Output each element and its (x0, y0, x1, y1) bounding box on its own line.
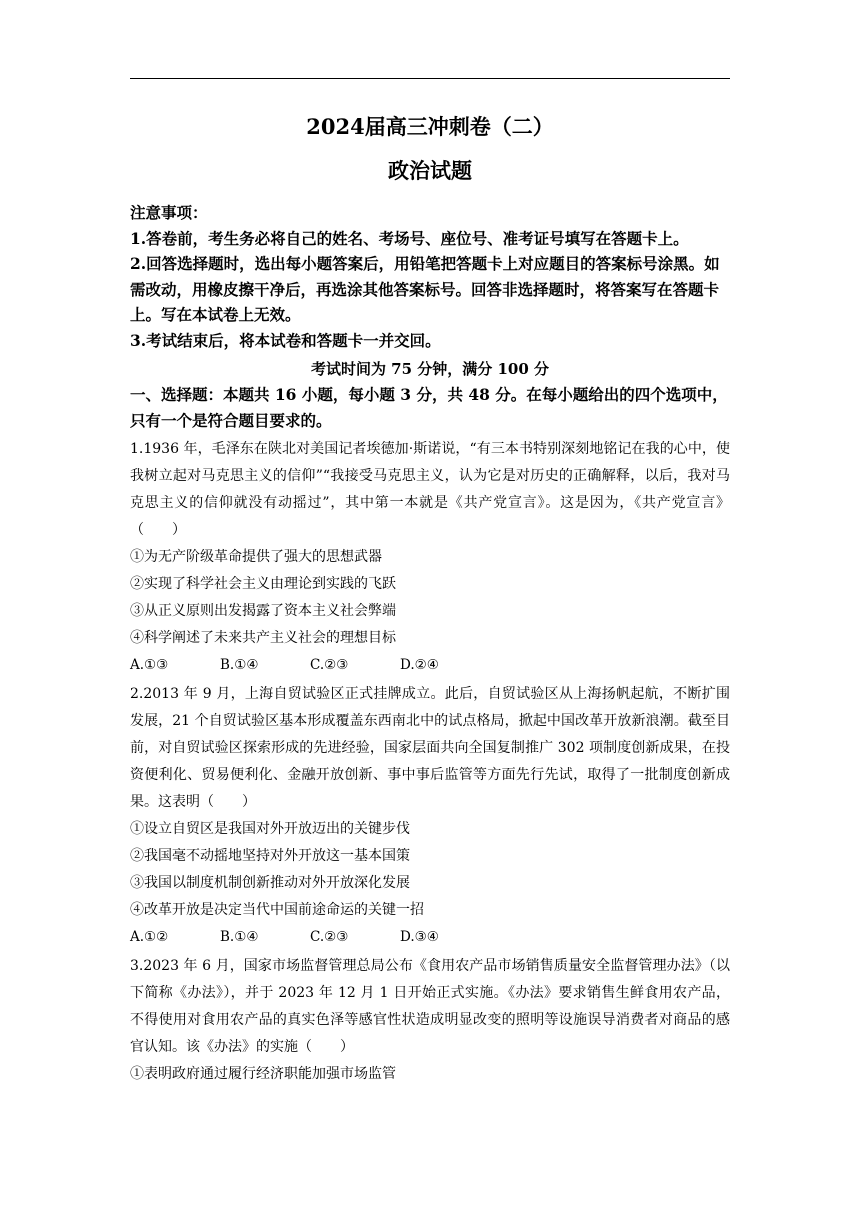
answer-choice-d: D.②④ (400, 657, 439, 673)
question-statement: ④科学阐述了未来共产主义社会的理想目标 (130, 630, 396, 646)
section-heading: 一、选择题：本题共 16 小题，每小题 3 分，共 48 分。在每小题给出的四个选项中，只有一个是符合题目要求的。 (130, 385, 728, 430)
question-statement: ③我国以制度机制创新推动对外开放深化发展 (130, 875, 410, 891)
notice-item: 1.答卷前，考生务必将自己的姓名、考场号、座位号、准考证号填写在答题卡上。 (130, 228, 689, 248)
notice-item: 2.回答选择题时，选出每小题答案后，用铅笔把答题卡上对应题目的答案标号涂黑。如需改动，用橡皮擦干净后，再选涂其他答案标号。回答非选择题时，将答案写在答题卡上。写在本试卷上无效。 (130, 254, 720, 324)
question-statement: ①表明政府通过履行经济职能加强市场监管 (130, 1066, 396, 1082)
question-stem: 2.2013 年 9 月，上海自贸试验区正式挂牌成立。此后，自贸试验区从上海扬帆起航，不断扩围发展，21 个自贸试验区基本形成覆盖东西南北中的试点格局，掀起中国改革开放新浪潮。截至目前，对自贸试验区探索形成的先进经验，国家层面共向全国复制推广 302 项制度创新成果，在投资便利化、贸易便利化、金融开放创新、事中事后监管等方面先行先试，取得了一批制度创新成果。这表明（ ） (130, 686, 730, 810)
exam-time-score: 考试时间为 75 分钟，满分 100 分 (310, 360, 550, 378)
answer-choice-b: B.①④ (220, 929, 259, 945)
answer-choice-a: A.①② (130, 929, 169, 945)
notice-heading: 注意事项： (130, 203, 208, 222)
answer-choice-d: D.③④ (400, 929, 439, 945)
question-statement: ④改革开放是决定当代中国前途命运的关键一招 (130, 902, 424, 918)
exam-title: 2024届高三冲刺卷（二） (306, 114, 554, 139)
exam-subject-title: 政治试题 (388, 158, 472, 183)
question-1 (130, 436, 730, 679)
question-stem: 1.1936 年，毛泽东在陕北对美国记者埃德加·斯诺说，“有三本书特别深刻地铭记在我的心中，使我树立起对马克思主义的信仰”“我接受马克思主义，认为它是对历史的正确解释，以后，我对马克思主义的信仰就没有动摇过”，其中第一本就是《共产党宣言》。这是因为，《共产党宣言》（ ） (130, 441, 730, 538)
question-statement: ③从正义原则出发揭露了资本主义社会弊端 (130, 603, 396, 619)
question-stem: 3.2023 年 6 月，国家市场监督管理总局公布《食用农产品市场销售质量安全监督管理办法》（以下简称《办法》），并于 2023 年 12 月 1 日开始正式实施。《办法》要求销售生鲜食用农产品，不得使用对食用农产品的真实色泽等感官性状造成明显改变的照明等设施误导消费者对商品的感官认知。该《办法》的实施（ ） (130, 958, 730, 1055)
notice-section (130, 200, 730, 353)
question-statement: ①设立自贸区是我国对外开放迈出的关键步伐 (130, 821, 410, 837)
question-statement: ①为无产阶级革命提供了强大的思想武器 (130, 549, 382, 565)
answer-choice-a: A.①③ (130, 657, 169, 673)
notice-item: 3.考试结束后，将本试卷和答题卡一并交回。 (130, 330, 441, 350)
question-2 (130, 681, 730, 951)
header-rule (130, 78, 730, 79)
question-3 (130, 953, 730, 1088)
answer-choices (130, 924, 730, 951)
question-statement: ②我国毫不动摇地坚持对外开放这一基本国策 (130, 848, 410, 864)
answer-choice-c: C.②③ (310, 657, 349, 673)
answer-choice-c: C.②③ (310, 929, 349, 945)
answer-choices (130, 652, 730, 679)
question-statement: ②实现了科学社会主义由理论到实践的飞跃 (130, 576, 396, 592)
answer-choice-b: B.①④ (220, 657, 259, 673)
page-content (130, 112, 730, 1088)
